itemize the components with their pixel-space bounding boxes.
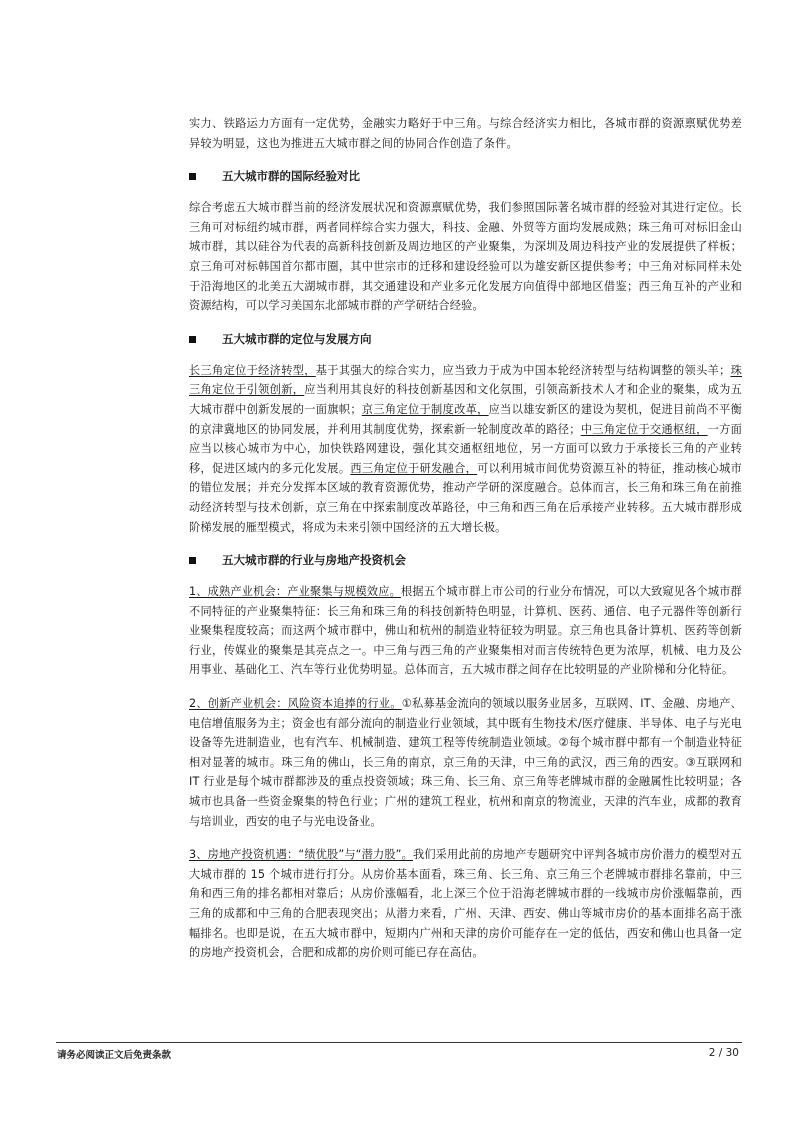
footer-disclaimer: 请务必阅读正文后免责条款: [57, 1050, 172, 1061]
innovation-opportunity-paragraph: [189, 694, 742, 831]
body-text: ①私募基金流向的领域以服务业居多，互联网、IT、金融、房地产、电信增值服务为主；资金也有部分流向的制造业行业领域，其中既有生物技术/医疗健康、半导体、电子与光电设备等先进制造业，也有汽车、机械制造、建筑工程等传统制造业领域。②每个城市群中都有一个制造业特征相对显著的城市。珠三角的佛山，长三角的南京，京三角的天津，中三角的武汉，西三角的西安。③互联网和 IT 行业是每个城市群都涉及的重点投资领域；珠三角、长三角、京三角等老牌城市群的金融属性比较明显；各城市也具备一些资金聚集的特色行业；广州的建筑工程业，杭州和南京的物流业，天津的汽车业，成都的教育与培训业，西安的电子与光电设备业。: [189, 697, 742, 828]
underlined-phrase: 3、房地产投资机遇：“绩优股”与“潜力股”。: [189, 848, 413, 862]
body-text: 可以利用城市间优势资源互补的特征，推动核心城市的错位发展；并充分发挥本区域的教育资源优势，推动产学研的深度融合。总体而言，长三角和珠三角在前推动经济转型与技术创新，京三角在中探索制度改革路径，中三角和西三角在后承接产业转移。五大城市群形成阶梯发展的雁型模式，将成为未来引领中国经济的五大增长极。: [189, 461, 742, 534]
body-text: 根据五个城市群上市公司的行业分布情况，可以大致窥见各个城市群不同特征的产业聚集特征：长三角和珠三角的科技创新特色明显，计算机、医药、通信、电子元器件等创新行业聚集程度较高；而这两个城市群中，佛山和杭州的制造业特征较为明显。京三角也具备计算机、医药等创新行业，传媒业的聚集是其亮点之一。中三角与西三角的产业聚集相对而言传统特色更为浓厚，机械、电力及公用事业、基础化工、汽车等行业优势明显。总体而言，五大城市群之间存在比较明显的产业阶梯和分化特征。: [189, 585, 742, 677]
heading-text: 五大城市群的定位与发展方向: [222, 331, 372, 346]
square-bullet-icon: [189, 336, 196, 343]
body-text: 一方面应当以核心城市为中心，加快铁路网建设，强化其交通枢纽地位，另一方面可以致力于承接长三角的产业转移，促进区域内的多元化发展。: [189, 422, 743, 475]
section-heading-positioning: [189, 330, 742, 349]
industry-opportunity-paragraph: [189, 582, 742, 680]
underlined-phrase: 1、成熟产业机会：产业聚集与规模效应。: [189, 585, 401, 599]
heading-text: 五大城市群的行业与房地产投资机会: [222, 553, 406, 568]
page-number: 2 / 30: [708, 1047, 739, 1059]
intro-paragraph: 实力、铁路运力方面有一定优势，金融实力略好于中三角。与综合经济实力相比，各城市群的资源禀赋优势差异较为明显，这也为推进五大城市群之间的协同合作创造了条件。: [189, 117, 742, 150]
footer-divider: [56, 1042, 742, 1043]
section-heading-international: [189, 167, 742, 186]
body-text: 应当以雄安新区的建设为契机，促进目前尚不平衡的京津冀地区的协同发展，并利用其制度优势，探索新一轮制度改革的路径；: [189, 402, 742, 436]
body-text: 应当利用其良好的科技创新基因和文化氛围，引领高新技术人才和企业的聚集，成为五大城市群中创新发展的一面旗帜；: [189, 383, 742, 416]
body-text: 基于其强大的综合实力，应当致力于成为中国本轮经济转型与结构调整的领头羊；: [315, 363, 731, 377]
real-estate-paragraph: [189, 845, 742, 963]
underlined-phrase: 珠三角定位于引领创新，: [189, 363, 743, 397]
underlined-phrase: 2、创新产业机会：风险资本追捧的行业。: [189, 697, 402, 711]
underlined-phrase: 长三角定位于经济转型，: [189, 363, 316, 377]
heading-text: 五大城市群的国际经验对比: [222, 169, 360, 184]
underlined-phrase: 西三角定位于研发融合，: [350, 461, 478, 475]
underlined-phrase: 中三角定位于交通枢纽，: [580, 422, 708, 436]
positioning-paragraph: [189, 361, 742, 537]
square-bullet-icon: [189, 557, 196, 564]
body-text: 我们采用此前的房地产专题研究中评判各城市房价潜力的模型对五大城市群的 15 个城市进行打分。从房价基本面看，珠三角、长三角、京三角三个老牌城市群排名靠前，中三角和西三角的排名都相对靠后；从房价涨幅看，北上深三个位于沿海老牌城市群的一线城市房价涨幅靠前，西三角的成都和中三角的合肥表现突出；从潜力来看，广州、天津、西安、佛山等城市房价的基本面排名高于涨幅排名。也即是说，在五大城市群中，短期内广州和天津的房价可能存在一定的低估，西安和佛山也具备一定的房地产投资机会，合肥和成都的房价则可能已存在高估。: [189, 848, 742, 960]
international-paragraph: 综合考虑五大城市群当前的经济发展状况和资源禀赋优势，我们参照国际著名城市群的经验对其进行定位。长三角可对标纽约城市群，两者同样综合实力强大，科技、金融、外贸等方面均发展成熟；珠三角可对标旧金山城市群，其以硅谷为代表的高新科技创新及周边地区的产业聚集，为深圳及周边科技产业的发展提供了样板；京三角可对标韩国首尔都市圈，其中世宗市的迁移和建设经验可以为雄安新区提供参考；中三角对标同样未处于沿海地区的北美五大湖城市群，其交通建设和产业多元化发展方向值得中部地区借鉴；西三角互补的产业和资源结构，可以学习美国东北部城市群的产学研结合经验。: [189, 201, 742, 313]
square-bullet-icon: [189, 173, 196, 180]
underlined-phrase: 京三角定位于制度改革，: [361, 402, 489, 416]
section-heading-opportunities: [189, 551, 742, 570]
content-area: [189, 114, 742, 963]
